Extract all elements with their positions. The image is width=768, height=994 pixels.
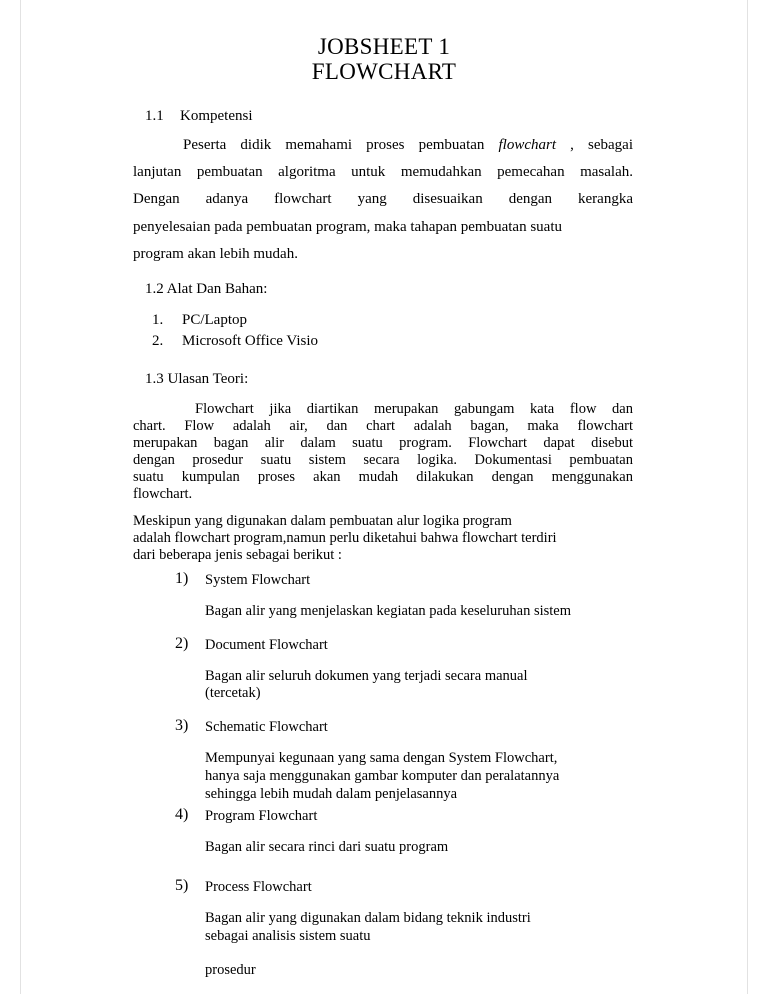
teori-line-2: chart. Flow adalah air, dan chart adalah bagan, maka flowchart: [133, 418, 633, 434]
alat-item-2-text: Microsoft Office Visio: [182, 333, 319, 349]
page-edge-left: [20, 0, 21, 994]
kompetensi-line-1: Peserta didik memahami proses pembuatan flowchart , sebagai: [183, 137, 633, 153]
section-1-2-heading: 1.2 Alat Dan Bahan:: [145, 281, 268, 297]
jenis-4-name: Program Flowchart: [205, 808, 318, 824]
page-edge-right: [747, 0, 748, 994]
jenis-4-number: 4): [175, 806, 189, 823]
jenis-2-desc-1: Bagan alir seluruh dokumen yang terjadi secara manual: [205, 668, 528, 684]
jenis-1-name: System Flowchart: [205, 572, 311, 588]
teori-line-8: adalah flowchart program,namun perlu diketahui bahwa flowchart terdiri: [133, 530, 557, 546]
jenis-1-desc-1: Bagan alir yang menjelaskan kegiatan pada keseluruhan sistem: [205, 603, 571, 619]
jenis-5-name: Process Flowchart: [205, 879, 312, 895]
alat-item-2-number: 2.: [152, 333, 164, 349]
flowchart-italic: flowchart: [498, 137, 557, 153]
document-title: JOBSHEET 1: [317, 34, 451, 59]
teori-line-1: Flowchart jika diartikan merupakan gabungam kata flow dan: [195, 401, 633, 417]
teori-line-5: suatu kumpulan proses akan mudah dilakukan dengan menggunakan: [133, 469, 633, 485]
jenis-3-desc-2: hanya saja menggunakan gambar komputer dan peralatannya: [205, 768, 560, 784]
kompetensi-line-3: Dengan adanya flowchart yang disesuaikan dengan kerangka: [133, 191, 633, 207]
kompetensi-line-4: penyelesaian pada pembuatan program, maka tahapan pembuatan suatu: [133, 219, 562, 235]
jenis-1-number: 1): [175, 570, 189, 587]
teori-line-6: flowchart.: [133, 486, 193, 502]
kompetensi-line-2: lanjutan pembuatan algoritma untuk memudahkan pemecahan masalah.: [133, 164, 633, 180]
jenis-4-desc-1: Bagan alir secara rinci dari suatu program: [205, 839, 449, 855]
jenis-5-desc-1: Bagan alir yang digunakan dalam bidang teknik industri: [205, 910, 531, 926]
section-1-3-heading: 1.3 Ulasan Teori:: [145, 371, 249, 387]
jenis-3-name: Schematic Flowchart: [205, 719, 328, 735]
jenis-3-number: 3): [175, 717, 189, 734]
teori-line-9: dari beberapa jenis sebagai berikut :: [133, 547, 342, 563]
jenis-2-number: 2): [175, 635, 189, 652]
jenis-5-desc-3: prosedur: [205, 962, 256, 978]
jenis-3-desc-1: Mempunyai kegunaan yang sama dengan System Flowchart,: [205, 750, 558, 766]
alat-item-1-number: 1.: [152, 312, 164, 328]
teori-line-4: dengan prosedur suatu sistem secara logika. Dokumentasi pembuatan: [133, 452, 633, 468]
jenis-2-desc-2: (tercetak): [205, 685, 261, 701]
kompetensi-line-5: program akan lebih mudah.: [133, 246, 298, 262]
jenis-3-desc-3: sehingga lebih mudah dalam penjelasannya: [205, 786, 458, 802]
alat-item-1-text: PC/Laptop: [182, 312, 248, 328]
section-1-1-heading: Kompetensi: [180, 108, 253, 124]
document-subtitle: FLOWCHART: [311, 59, 457, 84]
teori-line-7: Meskipun yang digunakan dalam pembuatan alur logika program: [133, 513, 512, 529]
jenis-5-number: 5): [175, 877, 189, 894]
teori-line-3: merupakan bagan alir dalam suatu program. Flowchart dapat disebut: [133, 435, 633, 451]
section-1-1-number: 1.1: [145, 108, 164, 124]
jenis-5-desc-2: sebagai analisis sistem suatu: [205, 928, 371, 944]
jenis-2-name: Document Flowchart: [205, 637, 328, 653]
